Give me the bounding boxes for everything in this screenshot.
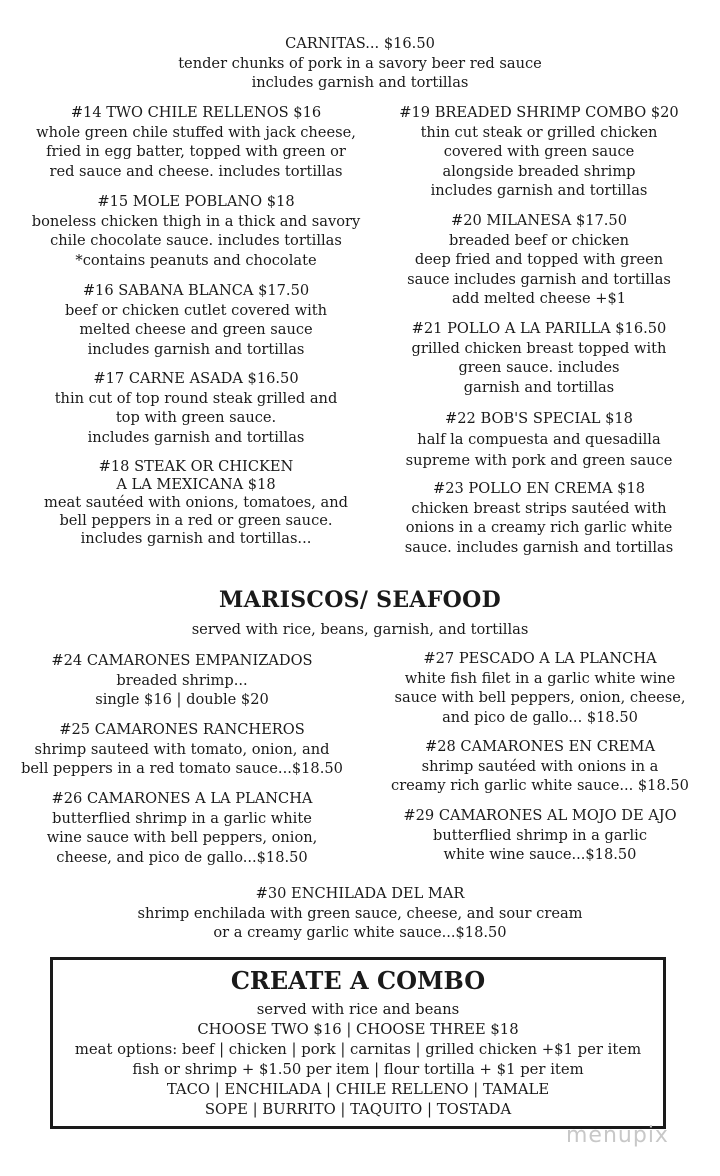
item-title: #27 PESCADO A LA PLANCHA: [423, 650, 657, 667]
item-desc: *contains peanuts and chocolate: [75, 251, 317, 269]
menu-item-29: [370, 806, 710, 865]
menu-item-18: [20, 458, 372, 548]
menu-item-30: [20, 884, 700, 943]
carnitas-includes: includes garnish and tortillas: [251, 74, 469, 92]
menu-item-28: [370, 737, 710, 796]
combo-box: [50, 957, 666, 1129]
menu-item-21: [376, 319, 702, 397]
carnitas-desc: tender chunks of pork in a savory beer red sauce: [178, 54, 542, 72]
item-desc: onions in a creamy rich garlic white: [405, 519, 673, 537]
combo-meat-options: meat options: beef | chicken | pork | carnitas | grilled chicken +$1 per item: [74, 1041, 642, 1058]
item-desc: white wine sauce...$18.50: [443, 846, 637, 864]
item-title: #28 CAMARONES EN CREMA: [425, 738, 655, 755]
item-desc: includes garnish and tortillas: [87, 428, 305, 446]
item-desc: creamy rich garlic white sauce... $18.50: [391, 777, 689, 795]
menu-item-22: [376, 408, 702, 471]
item-desc: chicken breast strips sautéed with: [411, 499, 667, 517]
item-desc: alongside breaded shrimp: [442, 162, 636, 180]
item-title: #19 BREADED SHRIMP COMBO $20: [399, 104, 679, 121]
menu-item-26: [6, 789, 358, 867]
item-desc: grilled chicken breast topped with: [411, 339, 667, 357]
item-desc: sauce with bell peppers, onion, cheese,: [394, 689, 686, 707]
item-title: #14 TWO CHILE RELLENOS $16: [70, 104, 322, 121]
item-title: #23 POLLO EN CREMA $18: [432, 480, 646, 497]
item-desc: wine sauce with bell peppers, onion,: [46, 829, 318, 847]
item-desc: sauce. includes garnish and tortillas: [404, 538, 674, 556]
menu-item-15: [20, 192, 372, 270]
item-title: #21 POLLO A LA PARILLA $16.50: [411, 320, 667, 337]
combo-details: [53, 1000, 663, 1120]
menu-item-24: [6, 651, 358, 710]
item-title: A LA MEXICANA $18: [116, 476, 276, 493]
seafood-subheading: [20, 620, 700, 640]
item-desc: butterflied shrimp in a garlic: [432, 826, 648, 844]
menu-item-14: [20, 103, 372, 181]
item-desc: bell peppers in a red tomato sauce...$18.50: [21, 760, 343, 778]
item-desc: chile chocolate sauce. includes tortillas: [50, 232, 342, 250]
item-desc: sauce includes garnish and tortillas: [407, 270, 671, 288]
menu-item-16: [20, 281, 372, 359]
item-desc: single $16 | double $20: [95, 691, 269, 709]
menu-item-17: [20, 369, 372, 447]
item-desc: white fish filet in a garlic white wine: [404, 669, 676, 687]
item-title: #29 CAMARONES AL MOJO DE AJO: [403, 807, 677, 824]
menu-item-23: [376, 479, 702, 557]
item-desc: shrimp enchilada with green sauce, cheese, and sour cream: [137, 904, 583, 922]
item-desc: or a creamy garlic white sauce...$18.50: [213, 924, 507, 942]
item-desc: includes garnish and tortillas: [87, 340, 305, 358]
item-title: #24 CAMARONES EMPANIZADOS: [51, 652, 313, 669]
item-desc: beef or chicken cutlet covered with: [64, 301, 328, 319]
combo-pricing: CHOOSE TWO $16 | CHOOSE THREE $18: [197, 1021, 519, 1038]
combo-served-with: served with rice and beans: [256, 1001, 460, 1018]
item-title: #20 MILANESA $17.50: [450, 212, 628, 229]
item-desc: butterflied shrimp in a garlic white: [52, 809, 312, 827]
item-title: #22 BOB'S SPECIAL $18: [445, 410, 633, 427]
item-desc: meat sautéed with onions, tomatoes, and: [44, 494, 348, 511]
item-desc: boneless chicken thigh in a thick and savory: [31, 212, 361, 230]
item-desc: melted cheese and green sauce: [79, 321, 313, 339]
item-title: #26 CAMARONES A LA PLANCHA: [51, 790, 313, 807]
item-title: #17 CARNE ASADA $16.50: [93, 370, 299, 387]
menu-item-19: [376, 103, 702, 201]
item-title: #25 CAMARONES RANCHEROS: [59, 721, 305, 738]
item-desc: breaded beef or chicken: [449, 231, 629, 249]
item-title: #30 ENCHILADA DEL MAR: [255, 885, 465, 902]
combo-choices: TACO | ENCHILADA | CHILE RELLENO | TAMALE: [166, 1081, 550, 1098]
combo-title: CREATE A COMBO: [230, 966, 486, 995]
item-desc: add melted cheese +$1: [451, 290, 627, 308]
item-desc: breaded shrimp...: [116, 671, 248, 689]
item-desc: red sauce and cheese. includes tortillas: [49, 162, 343, 180]
item-desc: cheese, and pico de gallo...$18.50: [56, 848, 308, 866]
item-desc: bell peppers in a red or green sauce.: [59, 512, 333, 529]
item-desc: half la compuesta and quesadilla: [417, 431, 661, 448]
item-desc: deep fried and topped with green: [414, 251, 664, 269]
menu-item-25: [6, 720, 358, 779]
combo-extras: fish or shrimp + $1.50 per item | flour tortilla + $1 per item: [132, 1061, 584, 1078]
item-desc: includes garnish and tortillas: [430, 182, 648, 200]
item-desc: fried in egg batter, topped with green or: [46, 143, 346, 161]
item-title: #16 SABANA BLANCA $17.50: [82, 282, 310, 299]
item-desc: whole green chile stuffed with jack cheese,: [36, 123, 356, 141]
item-desc: shrimp sautéed with onions in a: [421, 757, 659, 775]
item-desc: thin cut of top round steak grilled and: [54, 389, 338, 407]
menu-item-20: [376, 211, 702, 309]
item-desc: shrimp sauteed with tomato, onion, and: [34, 740, 330, 758]
item-title: #18 STEAK OR CHICKEN: [98, 458, 294, 475]
item-desc: thin cut steak or grilled chicken: [420, 123, 658, 141]
seafood-heading: MARISCOS/ SEAFOOD: [219, 587, 501, 613]
item-desc: green sauce. includes: [458, 359, 620, 377]
seafood-subheading-text: served with rice, beans, garnish, and tortillas: [191, 621, 529, 638]
menu-item-27: [370, 649, 710, 727]
watermark-logo: menupix: [566, 1123, 669, 1148]
item-desc: garnish and tortillas: [463, 378, 615, 396]
carnitas-item: [20, 34, 700, 93]
item-desc: includes garnish and tortillas...: [80, 530, 312, 547]
carnitas-title: CARNITAS... $16.50: [285, 35, 435, 52]
item-desc: supreme with pork and green sauce: [405, 452, 673, 469]
item-desc: top with green sauce.: [115, 409, 277, 427]
item-title: #15 MOLE POBLANO $18: [97, 193, 295, 210]
combo-choices: SOPE | BURRITO | TAQUITO | TOSTADA: [204, 1101, 512, 1118]
item-desc: covered with green sauce: [443, 143, 635, 161]
item-desc: and pico de gallo... $18.50: [442, 708, 638, 726]
